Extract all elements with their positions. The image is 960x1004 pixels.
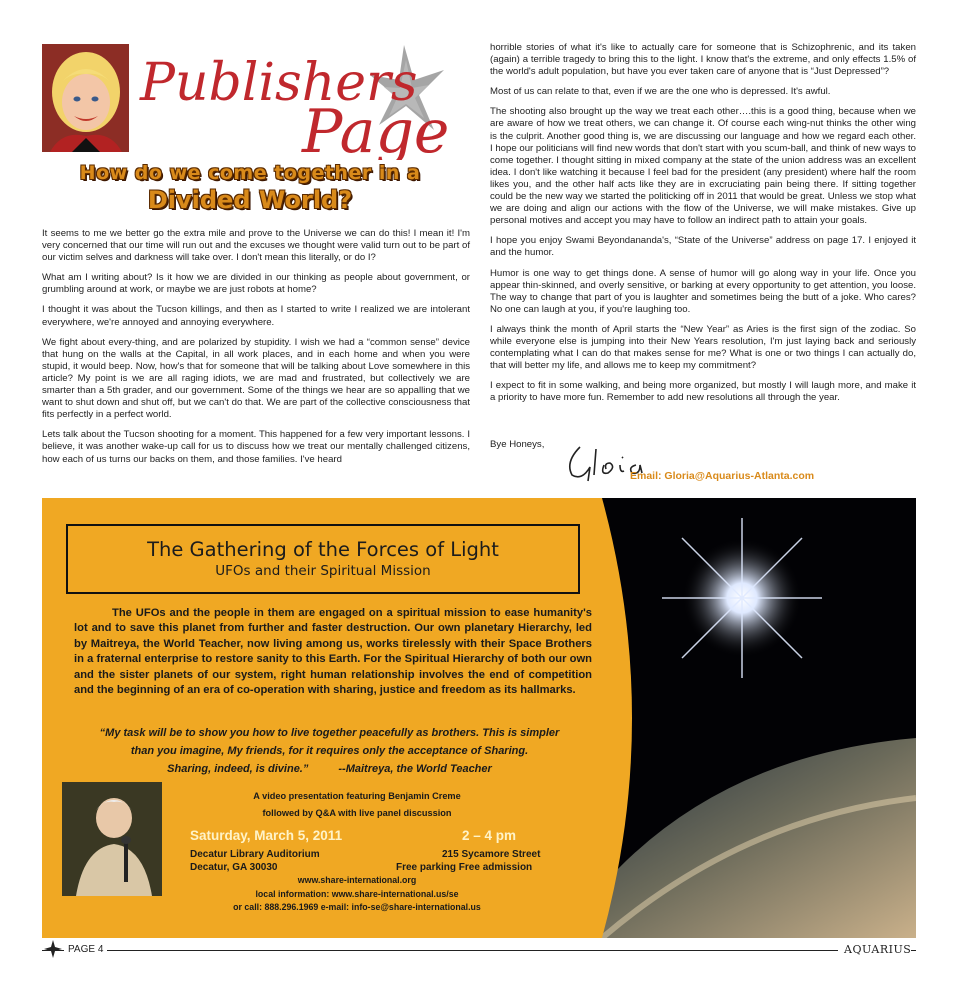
event-venue: Decatur Library Auditorium <box>190 849 320 860</box>
headline-line-2: Divided World? <box>147 186 353 214</box>
article-left-column <box>42 228 470 474</box>
phone-email-info[interactable]: or call: 888.296.1969 e-mail: info-se@share-international.us <box>233 902 481 912</box>
paragraph: Humor is one way to get things done. A sense of humor will go along way in your life. Once you appear thin-skinned, and overly sensitive, or barking at every opportunity to get attention, you loose. The way to change that part of you is laughter and sometimes being the butt of a joke. Who cares? No one can laugh at you, if you're laughing too. <box>490 267 916 315</box>
contact-info <box>192 874 522 915</box>
event-address: 215 Sycamore Street <box>442 849 541 860</box>
event-date: Saturday, March 5, 2011 <box>190 828 343 843</box>
email-link[interactable]: Email: Gloria@Aquarius-Atlanta.com <box>630 470 815 482</box>
bye-text: Bye Honeys, <box>490 439 545 450</box>
article-right-column <box>490 42 916 412</box>
ufo-event-advertisement <box>42 498 916 938</box>
publisher-photo <box>42 44 129 152</box>
paragraph: The shooting also brought up the way we treat each other….this is a good thing, because when we are aware of how we treat others, we can change it. Of course each wing-nut thinks the other wing is the culprit. Another good thing is, we are discussing our language and how we regard each other. I hope our politicians will find new words that don't start with you scum-ball, and think of new ways to come together. I thought sitting in mixed company at the state of the union address was an excellent idea. I don't like watching it because I feel bad for the president (any president) where half the room likes you, and the other half acts like they are in excruciating pain being there. If sitting together could be the new way we started the politicking off in 2011 that would be great. Unless we stop what we are doing and align our actions with the flow of the Universe, we will make mistakes. Give up personal motives and accept you may have to follow an indirect path to attain your goals. <box>490 106 916 227</box>
paragraph: Most of us can relate to that, even if we are the one who is depressed. It's awful. <box>490 86 831 98</box>
ad-body-text: The UFOs and the people in them are engaged on a spiritual mission to ease humanity's lot and to save this planet from further and faster destruction. Our own planetary Hierarchy, led by Maitreya, the World Teacher, now living among us, works tirelessly with their Space Brothers in a fraternal enterprise to restore sanity to this Earth. For the Spiritual Hierarchy of both our own and the sister planets of our system, right human relationship involves the end of competition and the beginning of an era of co-operation with sharing, justice and freedom as its hallmarks. <box>74 607 592 697</box>
event-city: Decatur, GA 30030 <box>190 862 278 873</box>
footer-rule <box>42 950 916 951</box>
event-admission: Free parking Free admission <box>396 862 533 873</box>
presentation-info <box>192 788 522 822</box>
ad-title-box <box>66 524 580 594</box>
ad-subtitle: UFOs and their Spiritual Mission <box>215 563 431 579</box>
paragraph: We fight about every-thing, and are polarized by stupidity. I wish we had a “common sense” device that hung on the walls at the Capital, in all work places, and in each home and when you were stupid, it would beep. Now, how's that for someone that will be talking about Love somewhere in this article? My point is we are all raging idiots, we are mad and frustrated, but collectively we are smarter than a 5th grader, and our government. Some of the things we hear are so appalling that we want to shut down and shut off, but we can't do that. We are part of the collective consciousness that fits perfectly in a perfect world. <box>42 336 470 421</box>
ad-title: The Gathering of the Forces of Light <box>147 538 499 561</box>
event-time: 2 – 4 pm <box>462 828 517 843</box>
quote-line: Sharing, indeed, is divine.” <box>167 763 309 775</box>
title-page: Page <box>302 97 450 160</box>
paragraph: I expect to fit in some walking, and being more organized, but mostly I will laugh more, and make it a priority to have more fun. Remember to add new resolutions all through the year. <box>490 380 916 404</box>
presentation-line: A video presentation featuring Benjamin Creme <box>253 791 461 801</box>
paragraph: It seems to me we better go the extra mile and prove to the Universe we can do this! I mean it! I'm very concerned that our time will run out and the excuses we thought were valid turn out to be part of our victim selves and darkness will take over. I don't mean this literally, or do I? <box>42 228 470 264</box>
quote-line-3 <box>72 760 587 778</box>
paragraph: I always think the month of April starts the “New Year” as Aries is the first sign of the zodiac. So while everyone else is jumping into their New Years resolution, I'm just laying back and seriously contemplating what I can do that makes sense for me? What is one or two things I can actually do, that will better my life, and allows me to keep my commitment? <box>490 323 916 372</box>
quote-line: “My task will be to show you how to live together peacefully as brothers. This is simpler <box>99 727 560 739</box>
local-info-link[interactable]: local information: www.share-international.us/se <box>255 888 459 899</box>
presentation-line: followed by Q&A with live panel discussion <box>262 808 452 818</box>
paragraph: horrible stories of what it's like to actually care for someone that is Schizophrenic, and its taken (again) a terrible tragedy to bring this to the light. I know that's the extreme, and only effects 1.5% of the world's adult population, but have you ever taken care of anyone that is “Just Depressed”? <box>490 42 916 78</box>
quote-attribution: --Maitreya, the World Teacher <box>338 763 492 775</box>
paragraph: What am I writing about? Is it how we are divided in our thinking as people about government, or grumbling around at work, or maybe we are just robots at home? <box>42 272 470 296</box>
title-publishers: Publishers <box>140 53 418 113</box>
publishers-page-title <box>134 40 454 160</box>
speaker-photo <box>62 782 162 896</box>
paragraph: Lets talk about the Tucson shooting for a moment. This happened for a few very important lessons. I believe, it was another wake-up call for us to discuss how we treat our mentally challenged citizens, how each of us turns our backs on them, and those families. I've heard <box>42 429 470 465</box>
paragraph: I hope you enjoy Swami Beyondananda's, “State of the Universe” address on page 17. I enjoyed it and the humor. <box>490 235 916 259</box>
article-headline <box>70 162 430 214</box>
page-number: PAGE 4 <box>64 944 107 955</box>
quote-line: than you imagine, My friends, for it requires only the acceptance of Sharing. <box>130 745 529 757</box>
headline-line-1: How do we come together in a <box>79 162 421 184</box>
paragraph: I thought it was about the Tucson killings, and then as I started to write I realized we are intolerant everywhere, we're annoyed and annoying everywhere. <box>42 304 470 328</box>
publication-brand: AQUARIUS <box>838 943 911 956</box>
star-icon <box>44 940 62 958</box>
website-link[interactable]: www.share-international.org <box>297 875 417 885</box>
ad-quote <box>72 724 587 778</box>
